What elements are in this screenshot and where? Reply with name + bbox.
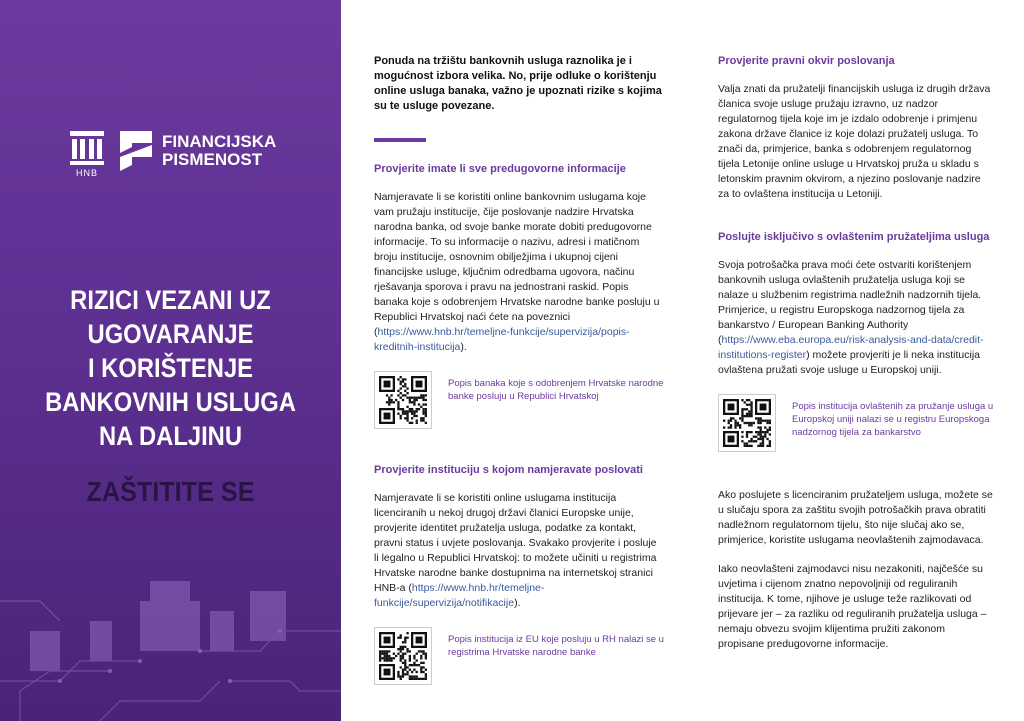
wordmark-line-1: FINANCIJSKA bbox=[162, 132, 277, 151]
section-heading: Provjerite imate li sve predugovorne informacije bbox=[374, 163, 626, 175]
hnb-logo bbox=[70, 131, 104, 178]
financial-literacy-wordmark bbox=[162, 133, 276, 169]
title-line: RIZICI VEZANI UZ bbox=[70, 285, 271, 315]
qr-block bbox=[718, 394, 994, 452]
qr-caption: Popis institucija ovlaštenih za pružanje usluga u Europskoj uniji nalazi se u registru Europskoga nadzornog tijela za bankarstvo bbox=[792, 401, 994, 438]
title-line: NA DALJINU bbox=[98, 421, 242, 451]
qr-block bbox=[374, 627, 664, 685]
title-line: I KORIŠTENJE bbox=[87, 353, 254, 383]
section-paragraph bbox=[374, 491, 664, 611]
section-paragraph bbox=[374, 190, 664, 355]
paragraph-text: Svoja potrošačka prava moći ćete ostvariti korištenjem bankovnih usluga ovlaštenih pružatelja usluga koji se nalaze u službenim registrima nadležnih nadzornih tijela. Primjerice, u registru Europskoga nadzornog tijela za bankarstvo / European Banking Authority ( bbox=[718, 259, 982, 346]
cover-title bbox=[20, 283, 320, 453]
section-paragraph: Iako neovlašteni zajmodavci nisu nezakoniti, najčešće su uvjetima i cijenom znatno nepovoljniji od reguliranih institucija. K tome, njihove je usluge teže razlikovati od prijevare jer – za razliku od reguliranih pružatelja usluga – nemaju obvezu svojim klijentima pružiti zakonom propisane predugovorne informacije. bbox=[718, 563, 987, 650]
qr-caption: Popis banaka koje s odobrenjem Hrvatske narodne banke posluju u Republici Hrvatskoj bbox=[448, 378, 664, 402]
qr-code-icon[interactable] bbox=[718, 394, 776, 452]
section-heading: Provjerite pravni okvir poslovanja bbox=[718, 55, 895, 67]
financial-literacy-logo-icon bbox=[120, 131, 152, 179]
title-line: BANKOVNIH USLUGA bbox=[45, 387, 296, 417]
section-paragraph bbox=[718, 258, 994, 378]
eba-register-link[interactable]: https://www.eba.europa.eu/risk-analysis-and-data/credit-institutions-register bbox=[718, 334, 984, 361]
paragraph-tail: ) možete provjeriti je li neka institucija ovlaštena pružati svoje usluge u Europskoj uniji. bbox=[718, 349, 981, 376]
paragraph-tail: ). bbox=[514, 597, 521, 609]
title-line: UGOVARANJE bbox=[87, 319, 254, 349]
section-heading: Poslujte isključivo s ovlaštenim pružateljima usluga bbox=[718, 231, 990, 243]
section-paragraph: Valja znati da pružatelji financijskih usluga iz drugih država članica svoje usluge pružaju izravno, uz nadzor regulatornog tijela koje im je izdalo odobrenje i primjenu zakona države članice iz koje dolazi pružatelj usluga. To znači da, primjerice, banka s odobrenjem regulatornog tijela Letonije online usluge u Hrvatskoj pruža u skladu s letonskim pravnim okvirom, a njezino poslovanje nadzire za to ovlaštena institucija u Letoniji. bbox=[718, 83, 991, 200]
section-heading: Provjerite instituciju s kojom namjeravate poslovati bbox=[374, 464, 643, 476]
section-divider bbox=[374, 138, 426, 142]
content-column-1 bbox=[374, 54, 664, 685]
logo-row bbox=[70, 131, 276, 179]
paragraph-text: Namjeravate li se koristiti online bankovnim uslugama koje vam pružaju institucije, čije poslovanje nadzire Hrvatska narodna banka, od svoje banke morate dobiti predugovorne informacije. To su informacije o nazivu, adresi i matičnom broju institucije, osnovnim obilježjima i ukupnoj cijeni financijske usluge, ključnim odredbama ugovora, načinu rješavanja sporova i pravu na jednostrani raskid. Popis banaka koje s odobrenjem Hrvatske narodne banke posluju u Republici Hrvatskoj naći ćete na poveznici ( bbox=[374, 191, 660, 338]
qr-block bbox=[374, 371, 664, 429]
circuit-city-background bbox=[0, 481, 341, 721]
hnb-notifications-link[interactable]: https://www.hnb.hr/temeljne-funkcije/supervizija/notifikacije bbox=[374, 582, 545, 609]
wordmark-line-2: PISMENOST bbox=[162, 150, 263, 169]
content-column-2 bbox=[718, 54, 994, 652]
section-paragraph: Ako poslujete s licenciranim pružateljem usluga, možete se u slučaju spora za zaštitu svojih potrošačkih prava obratiti nadležnom regulatornom tijelu, što nije slučaj ako se, primjerice, koristite uslugama neovlaštenih zajmodavaca. bbox=[718, 489, 993, 546]
qr-caption: Popis institucija iz EU koje posluju u RH nalazi se u registrima Hrvatske narodne banke bbox=[448, 634, 664, 658]
cover-panel bbox=[0, 0, 341, 721]
paragraph-tail: ). bbox=[460, 341, 467, 353]
cover-subtitle: ZAŠTITITE SE bbox=[86, 476, 255, 507]
qr-code-icon[interactable] bbox=[374, 627, 432, 685]
paragraph-text: Namjeravate li se koristiti online uslugama institucija licenciranih u nekoj drugoj državi članici Europske unije, provjerite identitet pružatelja usluga, podatke za kontakt, pravni status i uvjete poslovanja. Svakako provjerite i posluje li legalno u Republici Hrvatskoj: to možete učiniti u registrima Hrvatske narodne banke dostupnima na internetskoj stranici HNB-a ( bbox=[374, 492, 657, 594]
qr-code-icon[interactable] bbox=[374, 371, 432, 429]
hnb-building-icon bbox=[70, 131, 104, 165]
intro-text: Ponuda na tržištu bankovnih usluga raznolika je i mogućnost izbora velika. No, prije odluke o korištenju online usluga banaka, važno je upoznati rizike s kojima su te usluge povezane. bbox=[374, 55, 662, 112]
hnb-label: HNB bbox=[75, 168, 98, 178]
hnb-credit-institutions-link[interactable]: https://www.hnb.hr/temeljne-funkcije/supervizija/popis-kreditnih-institucija bbox=[374, 326, 630, 353]
